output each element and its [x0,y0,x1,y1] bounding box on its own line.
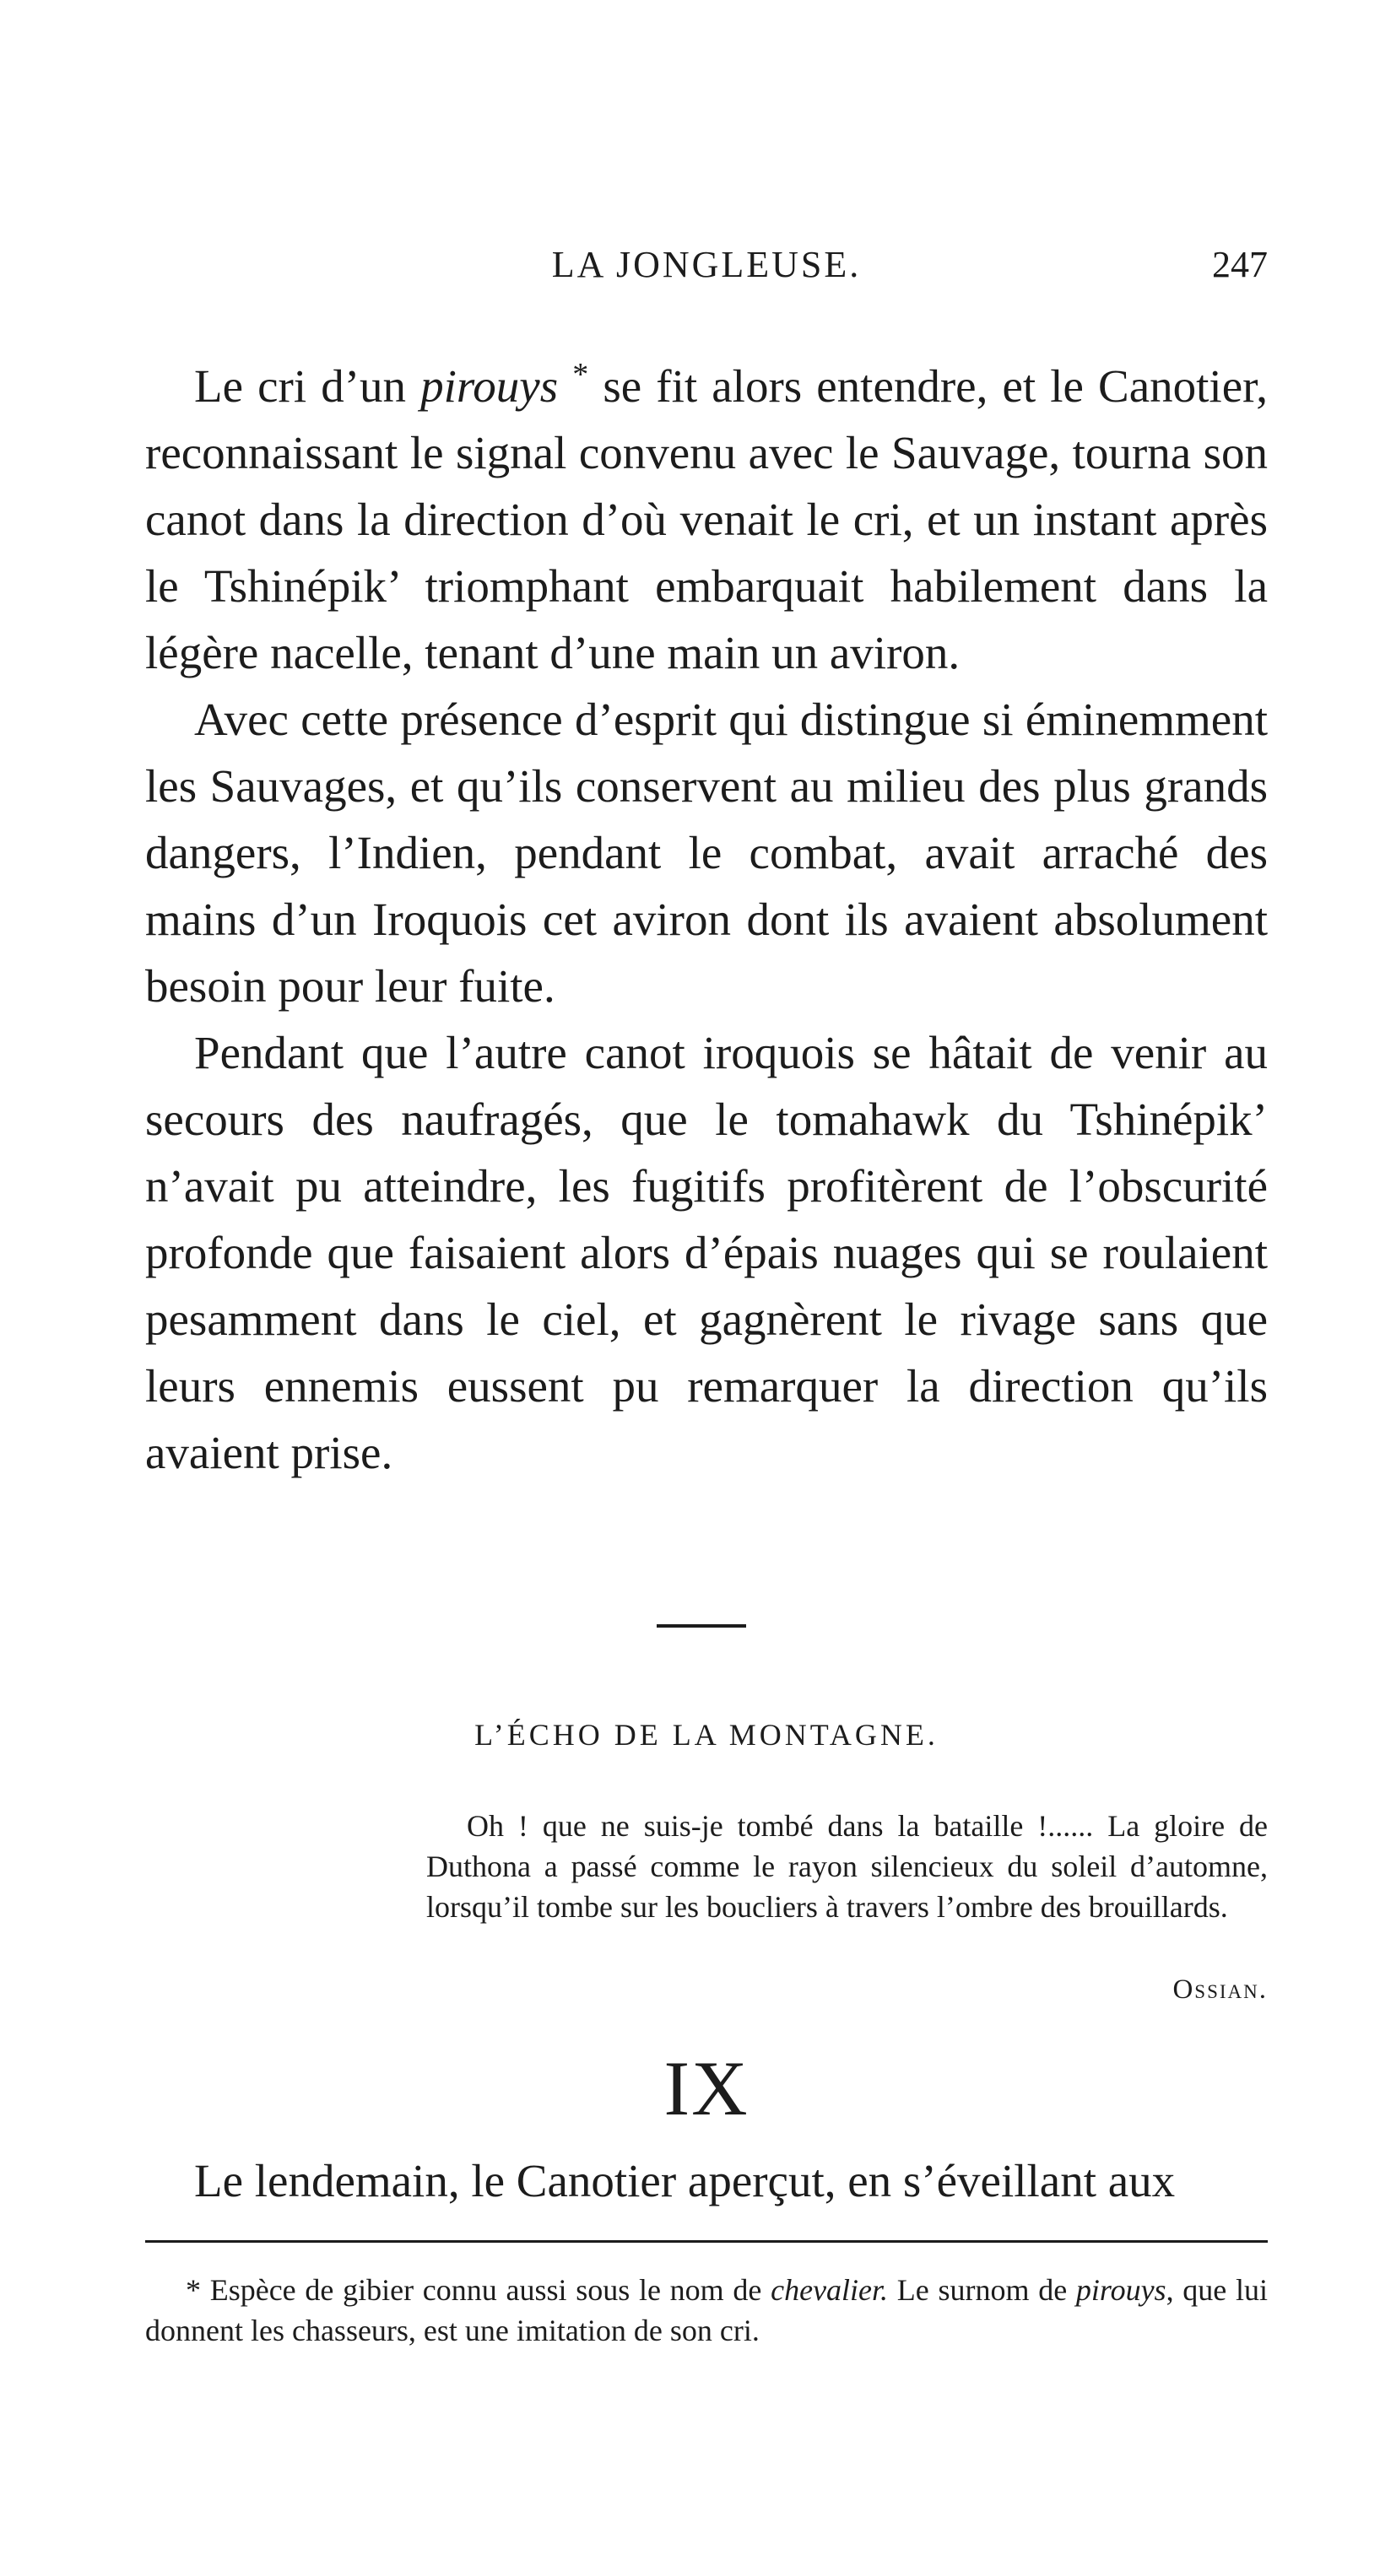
chapter-number: IX [663,2045,750,2131]
running-title: LA JONGLEUSE. [551,244,862,285]
footnote-reference: * [572,357,589,392]
footnote-term-pirouys: pirouys [1075,2273,1166,2307]
paragraph-1-start: Le cri d’un [194,360,421,412]
footnote-text-2: Le surnom de [888,2273,1076,2307]
paragraph-1-rest: se fit alors entendre, et le Canotier, reconnaissant le signal convenu avec le Sauvage, tourna son canot dans la direction d’où venait le cri, et un instant après le Tshinépik’ triomphant embarquait habilement dans la légère nacelle, tenant d’une main un aviron. [145,360,1268,678]
chapter-opening-line: Le lendemain, le Canotier aperçut, en s’éveillant aux [194,2155,1176,2206]
paragraph-2: Avec cette présence d’esprit qui distingue si éminemment les Sauvages, et qu’ils conservent au milieu des plus grands dangers, l’Indien, pendant le combat, avait arraché des mains d’un Iroquois cet aviron dont ils avaient absolument besoin pour leur fuite. [145,694,1268,1012]
paragraph-3: Pendant que l’autre canot iroquois se hâtait de venir au secours des naufragés, que le tomahawk du Tshinépik’ n’avait pu atteindre, les fugitifs profitèrent de l’obscurité profonde que faisaient alors d’épais nuages qui se roulaient pesamment dans le ciel, et gagnèrent le rivage sans que leurs ennemis eussent pu remarquer la direction qu’ils avaient prise. [145,1027,1268,1478]
body-text [145,342,1268,1486]
footnote-text-3: , que lui donnent les chasseurs, est une imitation de son cri. [145,2273,1269,2347]
paragraph-1 [145,342,1268,686]
footnote-term-chevalier: chevalier. [771,2273,889,2307]
page-header [145,243,1268,294]
epigraph-quote-text: Oh ! que ne suis-je tombé dans la bataille !...... La gloire de Duthona a passé comme le rayon silencieux du soleil d’automne, lorsqu’il tombe sur les boucliers à travers l’ombre des brouillards. [426,1809,1268,1924]
footnote-rule [145,2240,1268,2243]
page-number: 247 [1212,244,1268,285]
footnote-mark: * [186,2273,201,2307]
section-divider [657,1624,746,1628]
term-pirouys: pirouys [420,360,559,412]
epigraph-quote [426,1806,1268,1927]
footnote [145,2270,1268,2351]
epigraph-title: L’ÉCHO DE LA MONTAGNE. [474,1718,939,1752]
epigraph-author: Ossian. [1172,1974,1268,2005]
footnote-text-1: Espèce de gibier connu aussi sous le nom de [201,2273,771,2307]
